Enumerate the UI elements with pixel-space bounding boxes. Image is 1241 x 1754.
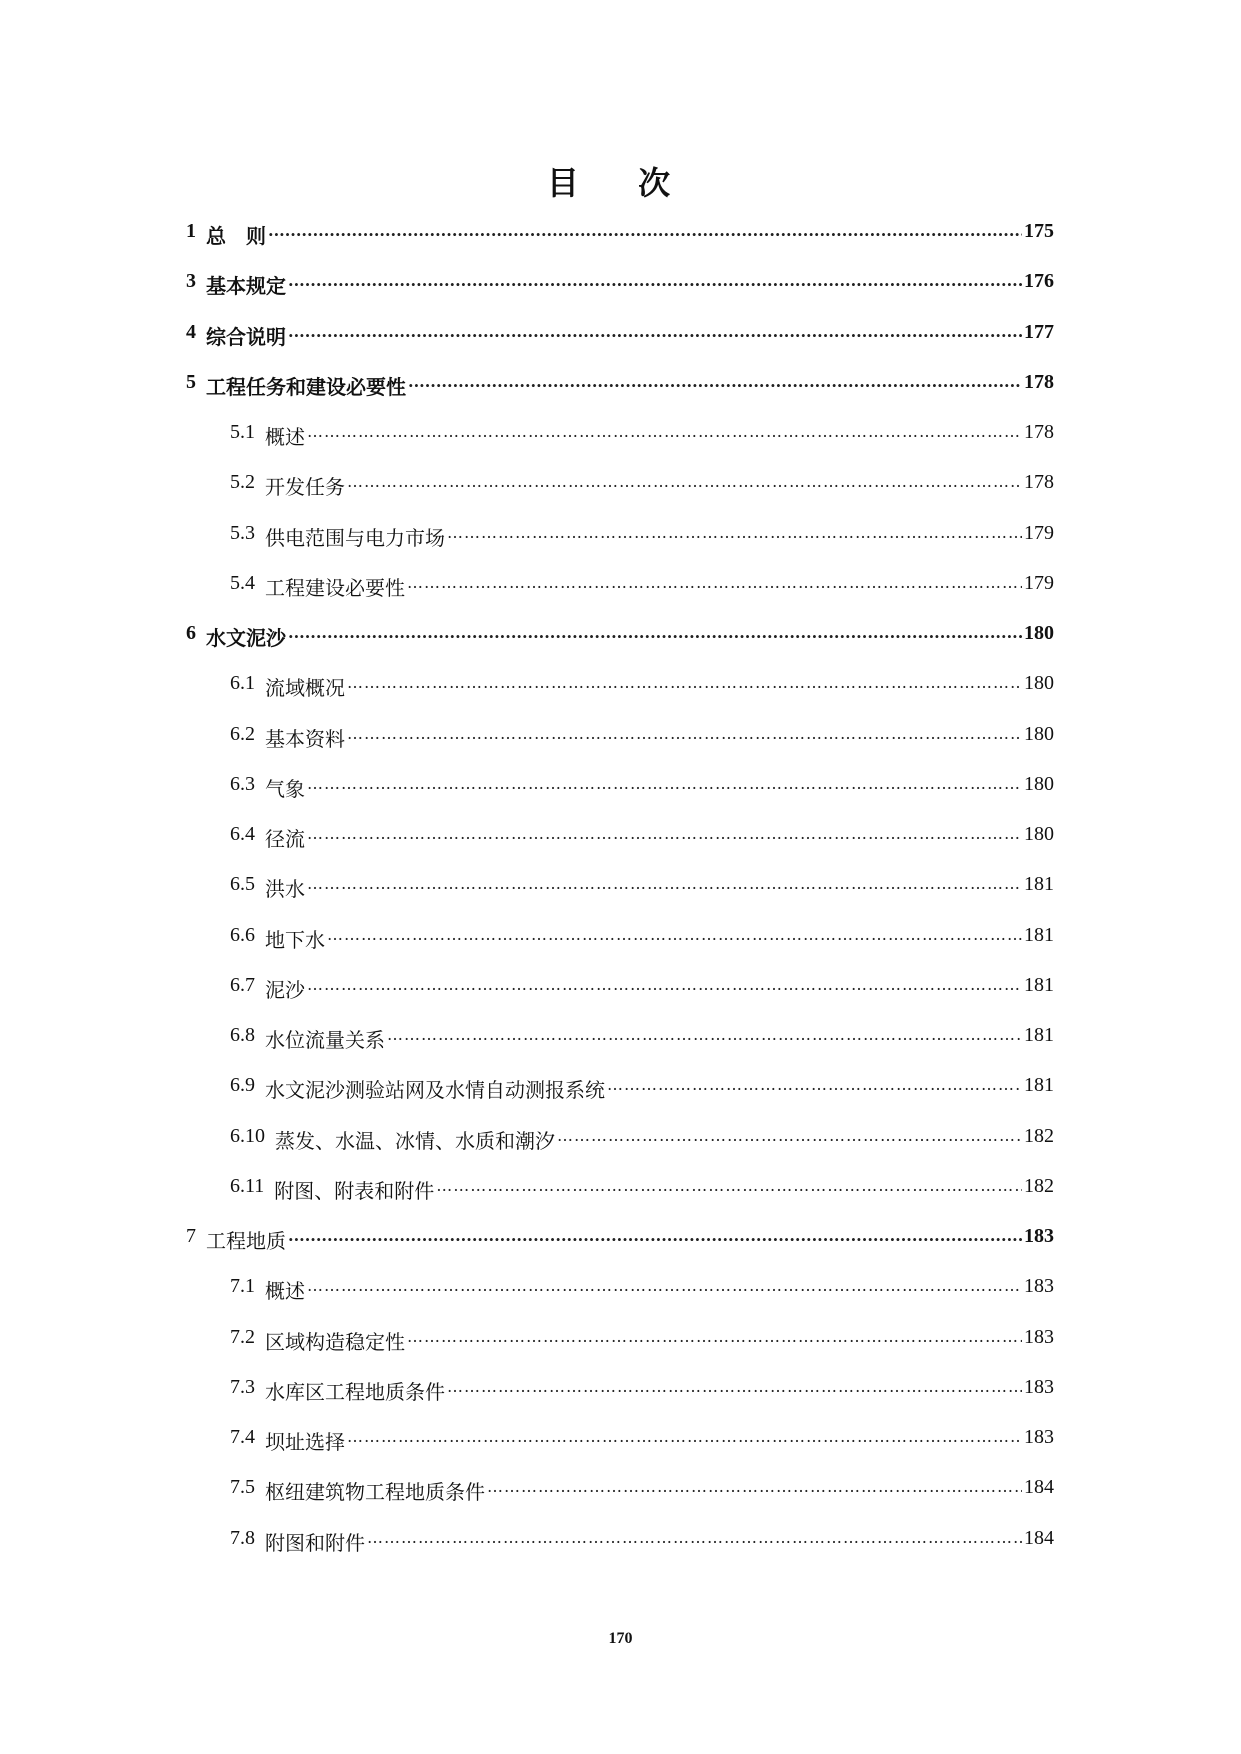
toc-entry-gap [255, 1426, 265, 1449]
toc-entry[interactable] [186, 1275, 1054, 1325]
toc-entry-number: 7.8 [230, 1526, 255, 1549]
toc-entry[interactable] [186, 1376, 1054, 1426]
toc-entry[interactable] [186, 572, 1054, 622]
toc-entry-number: 6.9 [230, 1074, 255, 1097]
toc-entry-page: 182 [1024, 1124, 1054, 1147]
toc-leader-dots [447, 522, 1022, 544]
toc-entry[interactable] [186, 421, 1054, 471]
toc-entry-gap [255, 823, 265, 846]
toc-entry[interactable] [186, 1426, 1054, 1476]
toc-leader-dots [307, 823, 1022, 845]
toc-entry-label: 径流 [265, 827, 305, 851]
toc-entry[interactable] [186, 1476, 1054, 1526]
toc-entry-number: 6.4 [230, 823, 255, 845]
toc-leader-dots [268, 220, 1022, 242]
toc-entry-label: 气象 [265, 776, 305, 801]
toc-entry-number: 6.8 [230, 1024, 255, 1046]
toc-entry[interactable] [186, 924, 1054, 974]
toc-entry-number: 6.7 [230, 973, 255, 996]
toc-entry-label: 供电范围与电力市场 [265, 525, 445, 550]
toc-leader-dots [487, 1476, 1022, 1498]
toc-entry[interactable] [186, 270, 1054, 320]
toc-entry-number: 5.1 [230, 421, 255, 443]
toc-leader-dots [307, 773, 1022, 795]
toc-entry-number: 6.1 [230, 672, 255, 695]
toc-entry-page: 177 [1024, 320, 1054, 343]
toc-leader-dots [347, 471, 1022, 493]
toc-entry-gap [196, 270, 206, 293]
toc-entry-number: 7.3 [230, 1375, 255, 1398]
toc-entry-gap [255, 1326, 265, 1349]
toc-entry-page: 178 [1024, 421, 1054, 443]
table-of-contents [186, 220, 1054, 1577]
toc-leader-dots [327, 924, 1022, 946]
toc-entry-gap [265, 1125, 275, 1148]
toc-entry[interactable] [186, 1225, 1054, 1275]
toc-entry-number: 5.2 [230, 471, 255, 494]
toc-entry[interactable] [186, 220, 1054, 270]
toc-entry[interactable] [186, 672, 1054, 722]
toc-entry[interactable] [186, 823, 1054, 873]
toc-entry-gap [255, 522, 265, 545]
toc-entry-label: 工程任务和建设必要性 [206, 374, 406, 399]
toc-leader-dots [307, 421, 1022, 443]
toc-entry-label: 水位流量关系 [265, 1028, 385, 1052]
toc-entry-label: 水文泥沙 [206, 626, 286, 650]
toc-entry-gap [255, 421, 265, 444]
toc-entry-label: 基本资料 [265, 726, 345, 751]
toc-entry-page: 183 [1024, 1275, 1054, 1298]
toc-entry-page: 181 [1024, 973, 1054, 996]
toc-leader-dots [347, 672, 1022, 694]
toc-entry-gap [196, 1225, 206, 1248]
toc-leader-dots [347, 723, 1022, 745]
toc-entry-number: 7.4 [230, 1426, 255, 1448]
toc-entry-page: 183 [1024, 1325, 1054, 1348]
toc-entry-page: 178 [1024, 370, 1054, 393]
toc-entry-number: 7.2 [230, 1325, 255, 1348]
toc-entry-page: 179 [1024, 571, 1054, 594]
toc-leader-dots [288, 321, 1022, 343]
toc-entry-label: 枢纽建筑物工程地质条件 [265, 1480, 485, 1505]
toc-entry-gap [255, 974, 265, 997]
toc-entry[interactable] [186, 371, 1054, 421]
toc-entry[interactable] [186, 321, 1054, 371]
toc-entry-gap [255, 723, 265, 746]
toc-entry[interactable] [186, 723, 1054, 773]
toc-entry-label: 洪水 [265, 877, 305, 902]
toc-entry-page: 184 [1024, 1476, 1054, 1499]
toc-entry-number: 6.10 [230, 1124, 265, 1147]
toc-entry-gap [196, 371, 206, 394]
toc-entry-label: 区域构造稳定性 [265, 1329, 405, 1354]
toc-entry-label: 综合说明 [206, 324, 286, 349]
toc-entry-page: 183 [1024, 1375, 1054, 1398]
toc-entry[interactable] [186, 1175, 1054, 1225]
toc-entry-number: 1 [186, 220, 196, 242]
toc-entry-label: 开发任务 [265, 475, 345, 500]
toc-entry-number: 5.3 [230, 521, 255, 544]
toc-entry-number: 6 [186, 622, 196, 644]
toc-entry-number: 6.6 [230, 923, 255, 946]
toc-leader-dots [407, 1326, 1022, 1348]
toc-entry-page: 181 [1024, 923, 1054, 946]
toc-entry-page: 183 [1024, 1225, 1054, 1247]
toc-entry-gap [196, 622, 206, 645]
toc-leader-dots [387, 1024, 1022, 1046]
toc-entry-gap [255, 1074, 265, 1097]
toc-leader-dots [607, 1074, 1022, 1096]
toc-entry[interactable] [186, 471, 1054, 521]
toc-leader-dots [307, 1275, 1022, 1297]
toc-leader-dots [307, 974, 1022, 996]
toc-entry-label: 地下水 [265, 927, 325, 952]
toc-entry[interactable] [186, 622, 1054, 672]
toc-entry-page: 179 [1024, 521, 1054, 544]
toc-entry-gap [196, 321, 206, 344]
toc-entry-number: 6.5 [230, 873, 255, 896]
toc-entry-number: 6.3 [230, 772, 255, 795]
toc-entry-label: 坝址选择 [265, 1430, 345, 1454]
toc-entry[interactable] [186, 1125, 1054, 1175]
toc-entry-page: 182 [1024, 1174, 1054, 1197]
toc-entry-page: 180 [1024, 672, 1054, 695]
toc-leader-dots [367, 1527, 1022, 1549]
toc-leader-dots [288, 1225, 1022, 1247]
toc-entry-gap [255, 572, 265, 595]
toc-leader-dots [447, 1376, 1022, 1398]
toc-entry[interactable] [186, 522, 1054, 572]
toc-entry-label: 水库区工程地质条件 [265, 1379, 445, 1404]
toc-entry[interactable] [186, 1326, 1054, 1376]
page-number: 170 [608, 1630, 633, 1647]
toc-entry-page: 181 [1024, 1074, 1054, 1097]
toc-entry-label: 工程地质 [206, 1229, 286, 1253]
toc-entry[interactable] [186, 773, 1054, 823]
toc-entry-gap [264, 1175, 274, 1198]
toc-entry-label: 附图、附表和附件 [274, 1178, 435, 1203]
toc-leader-dots [407, 572, 1022, 594]
toc-leader-dots [436, 1175, 1022, 1197]
toc-entry-page: 175 [1024, 220, 1054, 242]
toc-entry[interactable] [186, 873, 1054, 923]
toc-entry-label: 基本规定 [206, 274, 286, 299]
toc-leader-dots [288, 622, 1022, 644]
toc-leader-dots [347, 1426, 1022, 1448]
toc-entry[interactable] [186, 1074, 1054, 1124]
toc-entry-gap [255, 1376, 265, 1399]
toc-entry-page: 176 [1024, 270, 1054, 293]
toc-entry-gap [255, 471, 265, 494]
toc-entry-page: 180 [1024, 622, 1054, 644]
page-title: 目 次 [546, 164, 695, 202]
toc-entry-number: 5 [186, 370, 196, 393]
toc-entry-label: 水文泥沙测验站网及水情自动测报系统 [265, 1078, 605, 1103]
toc-entry-gap [255, 1476, 265, 1499]
toc-entry-number: 7.5 [230, 1476, 255, 1499]
toc-entry-gap [255, 672, 265, 695]
toc-entry[interactable] [186, 974, 1054, 1024]
toc-entry-gap [255, 1275, 265, 1298]
toc-entry-gap [255, 773, 265, 796]
toc-entry-page: 181 [1024, 873, 1054, 896]
toc-entry-gap [255, 873, 265, 896]
toc-entry-label: 概述 [265, 1279, 305, 1304]
toc-entry-number: 6.11 [230, 1174, 265, 1197]
toc-entry-number: 7.1 [230, 1275, 255, 1298]
toc-leader-dots [288, 270, 1022, 292]
toc-entry-label: 流域概况 [265, 676, 345, 701]
toc-leader-dots [307, 873, 1022, 895]
toc-entry-page: 180 [1024, 823, 1054, 845]
toc-entry-page: 178 [1024, 471, 1054, 494]
toc-entry-number: 4 [186, 320, 196, 343]
toc-entry-number: 7 [186, 1225, 196, 1247]
toc-entry-label: 附图和附件 [265, 1530, 365, 1555]
toc-entry-gap [255, 1024, 265, 1047]
toc-entry-page: 180 [1024, 722, 1054, 745]
toc-entry-gap [255, 924, 265, 947]
toc-entry-page: 181 [1024, 1024, 1054, 1046]
toc-entry-page: 180 [1024, 772, 1054, 795]
toc-entry-label: 概述 [265, 425, 305, 449]
toc-entry-label: 蒸发、水温、冰情、水质和潮汐 [275, 1128, 555, 1153]
toc-entry-label: 工程建设必要性 [265, 575, 405, 600]
toc-entry-gap [255, 1527, 265, 1550]
toc-entry-page: 184 [1024, 1526, 1054, 1549]
toc-entry-gap [196, 220, 206, 243]
toc-entry-number: 3 [186, 270, 196, 293]
toc-entry-label: 泥沙 [265, 977, 305, 1002]
toc-entry[interactable] [186, 1527, 1054, 1577]
toc-entry-number: 6.2 [230, 722, 255, 745]
toc-entry[interactable] [186, 1024, 1054, 1074]
toc-leader-dots [408, 371, 1022, 393]
toc-entry-number: 5.4 [230, 571, 255, 594]
toc-leader-dots [557, 1125, 1022, 1147]
toc-entry-page: 183 [1024, 1426, 1054, 1448]
toc-entry-label: 总 则 [206, 224, 266, 248]
